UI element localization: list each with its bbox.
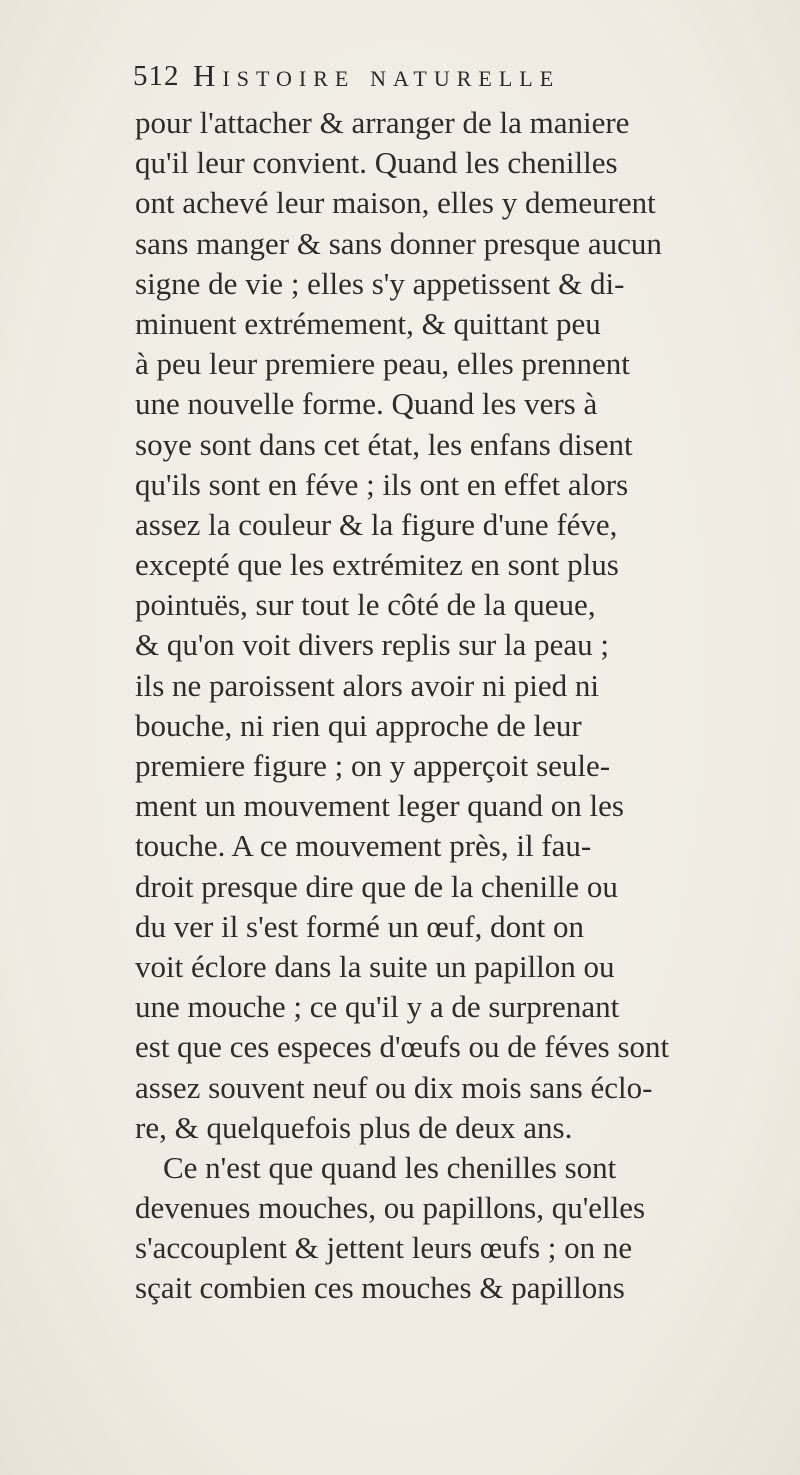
body-text <box>135 103 795 1309</box>
text-line: une mouche ; ce qu'il y a de surprenant <box>135 989 620 1025</box>
text-line: qu'ils sont en féve ; ils ont en effet alors <box>135 466 629 502</box>
text-line: touche. A ce mouvement près, il fau- <box>135 828 592 864</box>
text-line: re, & quelquefois plus de deux ans. <box>135 1109 573 1145</box>
text-line: minuent extrémement, & quittant peu <box>135 305 601 341</box>
text-line: pointuës, sur tout le côté de la queue, <box>135 587 596 623</box>
running-title: Histoire naturelle <box>193 58 561 93</box>
page-number: 512 <box>133 60 180 92</box>
text-line: pour l'attacher & arranger de la maniere <box>135 105 630 140</box>
text-line: assez la couleur & la figure d'une féve, <box>135 506 618 542</box>
text-line: ils ne paroissent alors avoir ni pied ni <box>135 667 600 703</box>
text-line: une nouvelle forme. Quand les vers à <box>135 386 598 422</box>
paragraph-start-line: Ce n'est que quand les chenilles sont <box>163 1149 617 1185</box>
text-line: devenues mouches, ou papillons, qu'elles <box>135 1190 646 1226</box>
text-line: premiere figure ; on y apperçoit seule- <box>135 748 611 783</box>
text-line: ont achevé leur maison, elles y demeurent <box>135 185 656 221</box>
text-line: droit presque dire que de la chenille ou <box>135 868 618 904</box>
text-line: est que ces especes d'œufs ou de féves sont <box>135 1029 670 1065</box>
text-line: excepté que les extrémitez en sont plus <box>135 547 619 583</box>
text-line: s'accouplent & jettent leurs œufs ; on ne <box>135 1230 633 1266</box>
text-line: sçait combien ces mouches & papillons <box>135 1270 625 1306</box>
text-line: qu'il leur convient. Quand les chenilles <box>135 145 618 181</box>
text-line: bouche, ni rien qui approche de leur <box>135 707 582 743</box>
text-line: sans manger & sans donner presque aucun <box>135 225 662 261</box>
page-header <box>133 58 693 98</box>
text-line: ment un mouvement leger quand on les <box>135 788 624 824</box>
text-line: signe de vie ; elles s'y appetissent & di- <box>135 265 625 301</box>
text-line: du ver il s'est formé un œuf, dont on <box>135 908 584 944</box>
text-line: voit éclore dans la suite un papillon ou <box>135 948 615 984</box>
text-line: à peu leur premiere peau, elles prennent <box>135 346 630 382</box>
text-line: assez souvent neuf ou dix mois sans éclo- <box>135 1069 653 1105</box>
text-line: & qu'on voit divers replis sur la peau ; <box>135 627 609 663</box>
text-line: soye sont dans cet état, les enfans disent <box>135 426 633 462</box>
